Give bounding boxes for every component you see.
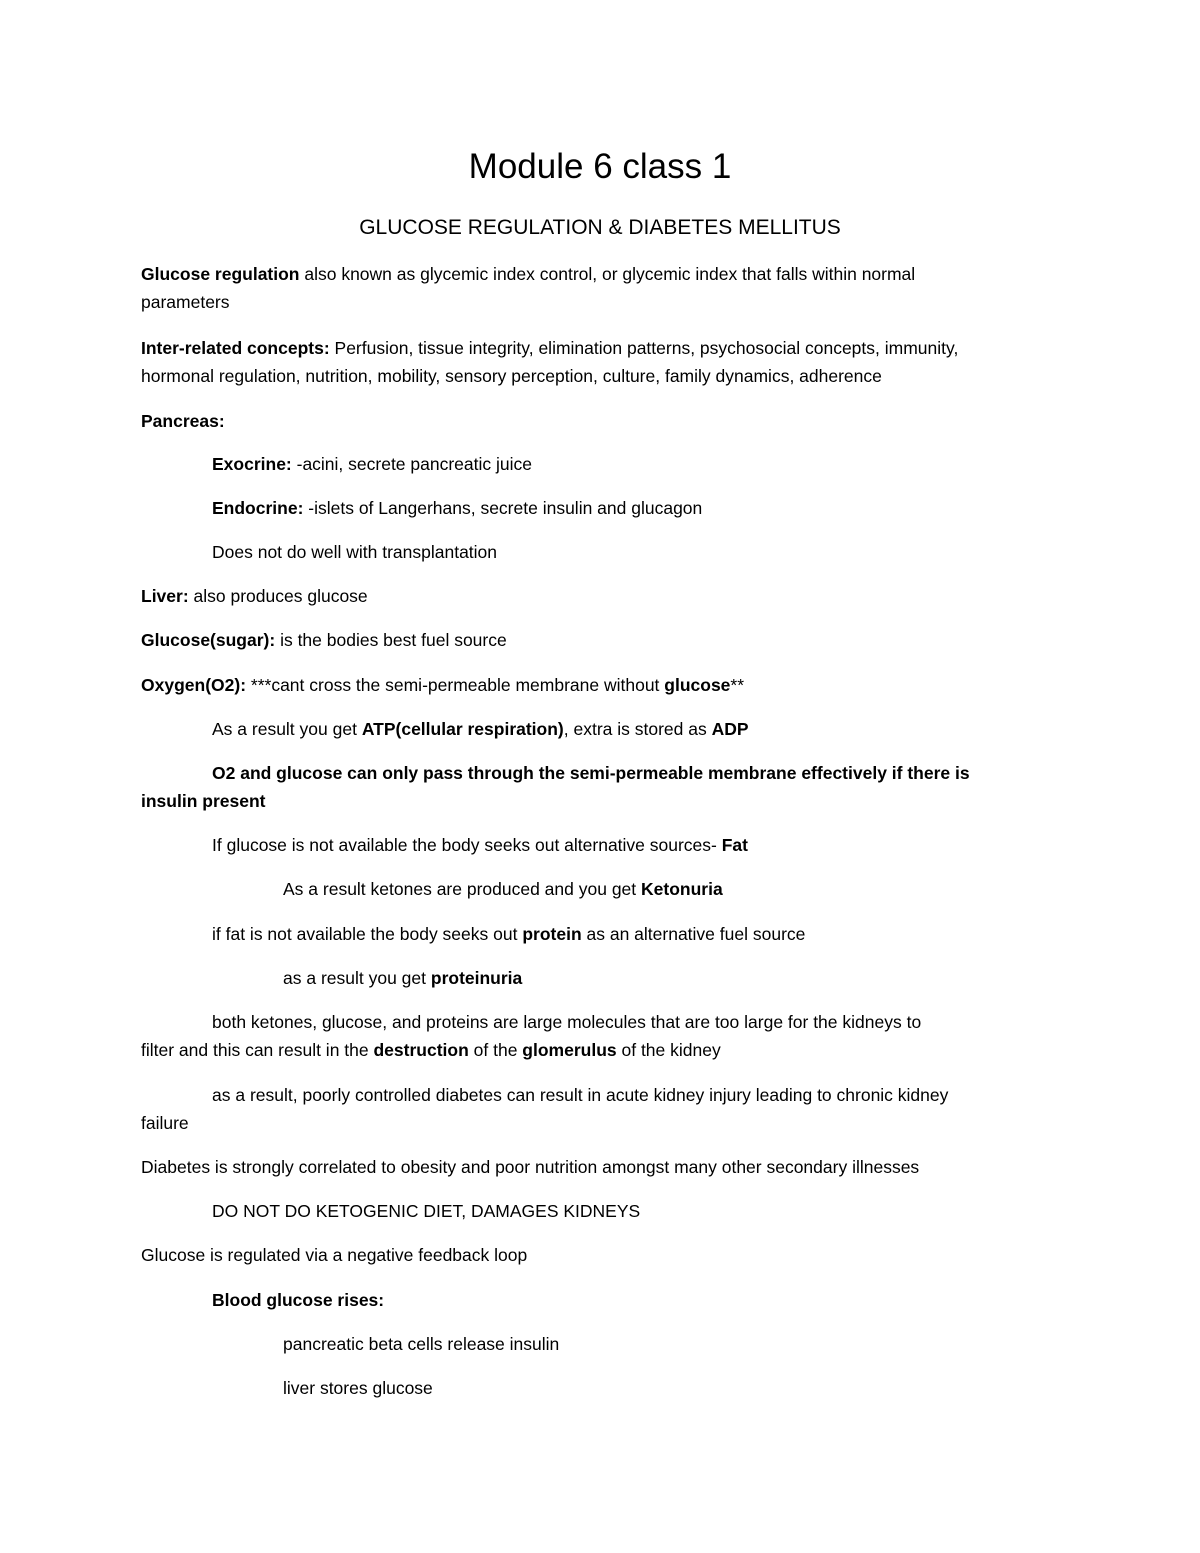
line-parameters (141, 288, 230, 316)
line-exocrine (212, 450, 532, 478)
term: insulin present (141, 791, 266, 811)
text: -islets of Langerhans, secrete insulin and glucagon (303, 498, 703, 518)
text: of the (468, 1040, 523, 1060)
text: as a result you get (283, 968, 431, 988)
line-kidney-injury (212, 1081, 948, 1109)
line-glucose-regulation (141, 260, 915, 288)
text: as a result, poorly controlled diabetes can result in acute kidney injury leading to chronic kidney (212, 1085, 949, 1105)
text: If glucose is not available the body seeks out alternative sources- (212, 835, 722, 855)
text: if fat is not available the body seeks out (212, 924, 523, 944)
line-liver-stores (283, 1374, 433, 1402)
line-large-molecules (212, 1008, 921, 1036)
line-transplantation (212, 538, 497, 566)
line-obesity (141, 1153, 919, 1181)
term: Inter-related concepts: (141, 338, 330, 358)
term: glomerulus (522, 1040, 617, 1060)
term: Endocrine: (212, 498, 304, 518)
line-interrelated-continued (141, 362, 882, 390)
text: hormonal regulation, nutrition, mobility, sensory perception, culture, family dynamics, adherence (141, 366, 882, 386)
line-liver (141, 582, 368, 610)
text: of the kidney (616, 1040, 721, 1060)
line-oxygen (141, 671, 744, 699)
text: is the bodies best fuel source (275, 630, 507, 650)
term: Pancreas: (141, 411, 225, 431)
line-insulin-present (141, 787, 265, 815)
text: Diabetes is strongly correlated to obesity and poor nutrition amongst many other secondary illnesses (141, 1157, 920, 1177)
page-subtitle: GLUCOSE REGULATION & DIABETES MELLITUS (359, 216, 841, 239)
text: As a result you get (212, 719, 362, 739)
term: ATP(cellular respiration) (361, 719, 564, 739)
line-glucose-sugar (141, 626, 507, 654)
line-o2-glucose (212, 759, 970, 787)
line-atp (212, 715, 749, 743)
line-beta-cells (283, 1330, 559, 1358)
line-endocrine (212, 494, 702, 522)
term: Fat (721, 835, 748, 855)
term: protein (522, 924, 582, 944)
text: Does not do well with transplantation (212, 542, 498, 562)
line-protein (212, 920, 805, 948)
term: Oxygen(O2): (141, 675, 247, 695)
text: also produces glucose (188, 586, 368, 606)
term: proteinuria (430, 968, 523, 988)
text: ***cant cross the semi-permeable membrane without (246, 675, 665, 695)
text: failure (141, 1113, 189, 1133)
text: Perfusion, tissue integrity, elimination patterns, psychosocial concepts, immunity, (329, 338, 959, 358)
term: O2 and glucose can only pass through the semi-permeable membrane effectively if there is (212, 763, 970, 783)
line-fat (212, 831, 748, 859)
term: Glucose regulation (141, 264, 300, 284)
term: Blood glucose rises: (212, 1290, 385, 1310)
term: ADP (711, 719, 749, 739)
text: ** (730, 675, 745, 695)
text: pancreatic beta cells release insulin (283, 1334, 560, 1354)
line-ketonuria (283, 875, 723, 903)
line-ketogenic-warning (212, 1197, 640, 1225)
text: also known as glycemic index control, or glycemic index that falls within normal (299, 264, 916, 284)
text: As a result ketones are produced and you get (283, 879, 642, 899)
text: filter and this can result in the (141, 1040, 374, 1060)
text: as an alternative fuel source (581, 924, 806, 944)
line-interrelated-concepts (141, 334, 958, 362)
line-proteinuria (283, 964, 522, 992)
term: Glucose(sugar): (141, 630, 276, 650)
line-blood-glucose-rises (212, 1286, 384, 1314)
term: Exocrine: (212, 454, 292, 474)
line-feedback-loop (141, 1241, 527, 1269)
term: glucose (664, 675, 731, 695)
text: Glucose is regulated via a negative feedback loop (141, 1245, 528, 1265)
text: liver stores glucose (283, 1378, 433, 1398)
term: Liver: (141, 586, 189, 606)
term: Ketonuria (641, 879, 723, 899)
text: -acini, secrete pancreatic juice (291, 454, 532, 474)
text: both ketones, glucose, and proteins are large molecules that are too large for the kidneys to (212, 1012, 922, 1032)
text: parameters (141, 292, 230, 312)
term: destruction (373, 1040, 469, 1060)
line-failure (141, 1109, 189, 1137)
text: DO NOT DO KETOGENIC DIET, DAMAGES KIDNEYS (212, 1201, 641, 1221)
line-pancreas (141, 407, 225, 435)
text: , extra is stored as (563, 719, 712, 739)
page-title: Module 6 class 1 (468, 147, 732, 186)
line-glomerulus (141, 1036, 721, 1064)
